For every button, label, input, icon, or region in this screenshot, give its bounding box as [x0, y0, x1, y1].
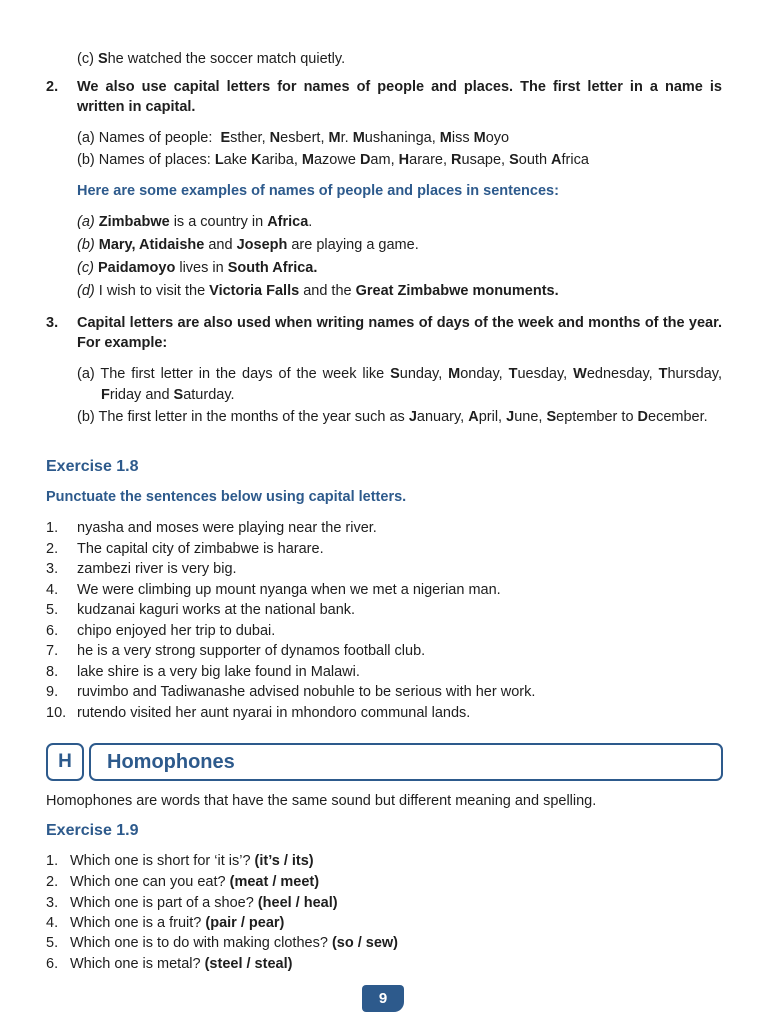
list-number: 2.: [46, 540, 59, 557]
list-item: We were climbing up mount nyanga when we met a nigerian man.: [77, 581, 501, 598]
list-number: 3.: [46, 561, 59, 577]
example-sentence: (c) Paidamoyo lives in South Africa.: [77, 260, 318, 276]
example-sentence: (d) I wish to visit the Victoria Falls and the Great Zimbabwe monuments.: [77, 283, 559, 299]
list-number: 2.: [46, 874, 59, 890]
example-sentence: (a) Zimbabwe is a country in Africa.: [77, 214, 313, 230]
rule-number: 3.: [46, 315, 59, 331]
list-number: 5.: [46, 602, 59, 618]
places-label: (b) Names of places:: [77, 152, 215, 168]
exercise-1-9-title: Exercise 1.9: [46, 822, 139, 839]
list-item: nyasha and moses were playing near the river.: [77, 520, 377, 536]
list-item: Which one is part of a shoe? (heel / heal): [70, 894, 338, 911]
list-item: Which one can you eat? (meat / meet): [70, 874, 320, 890]
list-number: 6.: [46, 956, 59, 972]
people-label: (a) Names of people:: [77, 130, 213, 146]
days-of-week-item: (a) The first letter in the days of the week like Sunday, Monday, Tuesday, Wednesday, Thursday, Friday and Saturday.: [77, 366, 722, 403]
list-item: he is a very strong supporter of dynamos football club.: [77, 643, 426, 659]
list-number: 6.: [46, 622, 59, 639]
list-number: 7.: [46, 643, 59, 659]
exercise-1-8-title: Exercise 1.8: [46, 458, 139, 475]
list-item: Which one is to do with making clothes? (so / sew): [70, 935, 399, 951]
list-number: 5.: [46, 935, 59, 951]
name-nesbert: Nesbert: [269, 130, 321, 146]
list-item: Which one is metal? (steel / steal): [70, 956, 293, 972]
name-esther: Esther: [220, 130, 262, 146]
list-item: zambezi river is very big.: [77, 561, 237, 577]
example-label: (c): [77, 51, 98, 67]
list-item: kudzanai kaguri works at the national bank.: [77, 602, 356, 618]
list-number: 3.: [46, 894, 59, 911]
list-number: 9.: [46, 684, 59, 700]
list-number: 1.: [46, 520, 59, 536]
section-letter-badge: H: [46, 743, 84, 781]
place-south-africa: South Africa: [509, 152, 589, 168]
list-number: 10.: [46, 704, 67, 721]
exercise-1-8-instruction: Punctuate the sentences below using capital letters.: [46, 489, 407, 505]
examples-heading: Here are some examples of names of people and places in sentences:: [77, 183, 559, 199]
place-harare: Harare: [398, 152, 443, 168]
rule-number: 2.: [46, 79, 59, 95]
page-number-badge: 9: [362, 985, 404, 1012]
section-title: Homophones: [89, 743, 723, 781]
place-lake-kariba: Lake Kariba: [214, 152, 294, 168]
people-names-line: (a) Names of people: Esther, Nesbert, Mr. Mushaninga, Miss Moyo: [77, 130, 510, 146]
example-text: he watched the soccer match quietly.: [107, 51, 346, 67]
list-item: Which one is short for ‘it is’? (it’s / its): [70, 853, 314, 869]
place-mazowe-dam: Mazowe Dam: [301, 152, 391, 168]
list-item: Which one is a fruit? (pair / pear): [70, 915, 285, 931]
intro-example: [77, 50, 345, 68]
months-of-year-item: (b) The first letter in the months of the year such as January, April, June, September to December.: [77, 409, 708, 425]
list-item: The capital city of zimbabwe is harare.: [77, 540, 324, 557]
list-item: ruvimbo and Tadiwanashe advised nobuhle to be serious with her work.: [77, 684, 536, 700]
list-number: 8.: [46, 663, 59, 680]
list-item: chipo enjoyed her trip to dubai.: [77, 622, 276, 639]
list-item: rutendo visited her aunt nyarai in mhondoro communal lands.: [77, 704, 471, 721]
list-number: 4.: [46, 581, 59, 598]
capital-letter: S: [97, 51, 108, 67]
homophones-definition: Homophones are words that have the same sound but different meaning and spelling.: [46, 793, 597, 809]
rule-3-text: Capital letters are also used when writing names of days of the week and months of the year. For example:: [77, 315, 722, 351]
list-number: 1.: [46, 853, 59, 869]
place-names-line: (b) Names of places: Lake Kariba, Mazowe Dam, Harare, Rusape, South Africa: [77, 152, 589, 168]
list-number: 4.: [46, 915, 59, 931]
list-item: lake shire is a very big lake found in Malawi.: [77, 663, 360, 680]
rule-2-text: We also use capital letters for names of people and places. The first letter in a name is written in capital.: [77, 79, 722, 115]
name-miss-moyo: Miss Moyo: [439, 130, 510, 146]
example-sentence: (b) Mary, Atidaishe and Joseph are playing a game.: [77, 237, 419, 253]
name-mr-mushaninga: Mr. Mushaninga: [328, 130, 432, 146]
place-rusape: Rusape: [451, 152, 502, 168]
